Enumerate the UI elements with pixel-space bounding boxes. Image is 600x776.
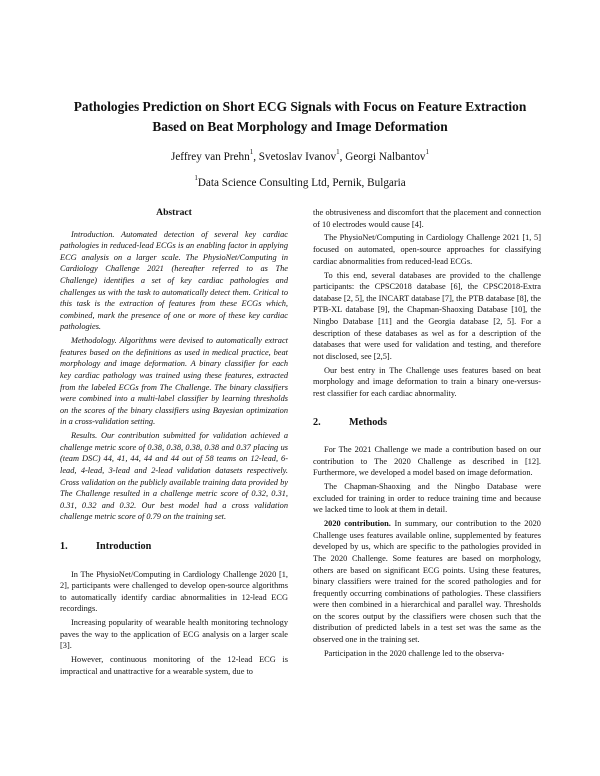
run-in-heading: 2020 contribution. [324, 519, 391, 529]
section-heading-introduction [60, 541, 288, 553]
title-line-1: Pathologies Prediction on Short ECG Signals with Focus on Feature Extraction [73, 99, 527, 114]
paper-title [40, 97, 560, 137]
body-paragraph: The Chapman-Shaoxing and the Ningbo Database were excluded for training in order to reduce training time and because we lacked time to look at them in detail. [313, 482, 541, 515]
author-name: Georgi Nalbantov [345, 151, 426, 163]
author-name: Jeffrey van Prehn [170, 151, 250, 163]
affiliation-text: Data Science Consulting Ltd, Pernik, Bulgaria [197, 177, 406, 189]
author-affiliation-mark: 1 [425, 148, 430, 157]
affiliation [0, 176, 600, 190]
body-paragraph: Participation in the 2020 challenge led to the observa- [324, 648, 505, 658]
body-paragraph: However, continuous monitoring of the 12-lead ECG is impractical and unattractive for a wearable system, due to [60, 655, 288, 676]
body-paragraph: For The 2021 Challenge we made a contribution based on our contribution to The 2020 Challenge as described in [12]. Furthermore, we developed a model based on image deformation. [313, 444, 541, 478]
author-affiliation-mark: 1 [336, 148, 340, 157]
abstract-paragraph: Results. Our contribution submitted for validation achieved a challenge metric score of 0.38, 0.38, 0.38, 0.38 and 0.37 placing us (team DSC) 44, 41, 44, 44 and 44 out of 58 teams on 12-lead, 6-lead, 4-lead, 3-lead and 2-lead validation datasets respectively. Cross validation on the publicly available training data provided by The Challenge resulted in a challenge metric score of 0.32, 0.31, 0.31, 0.32 and 0.32. Our best model had a cross validation challenge metric score of 0.79 on the training set. [60, 431, 288, 522]
author-name: Svetoslav Ivanov [258, 151, 337, 163]
body-paragraph: To this end, several databases are provided to the challenge participants: the CPSC2018 database [6], the CPSC2018-Extra database [2, 5], the INCART database [7], the PTB database [8], the PTB-XL database [9], the Chapman-Shaoxing Database [10], the Ningbo Database [11] and the Georgia database [2, 5]. For a description of these databases as wel as for a description of the databases that were used for validation and testing, and therefore not disclosed, see [2,5]. [313, 270, 541, 361]
abstract-paragraph: Methodology. Algorithms were devised to automatically extract features based on the definitions as used in medical practice, beat morphology and image deformation. A binary classifier for each key cardiac pathology was trained using these features, extracted from the labeled ECGs from The Challenge. The binary classifiers were combined into a multi-label classifier by learning thresholds on the scores of the binary classifiers using Bayesian optimization in a cross-validation setting. [60, 336, 288, 427]
section-number: 2. [313, 417, 321, 429]
body-paragraph: The PhysioNet/Computing in Cardiology Challenge 2021 [1, 5] focused on automated, open-source approaches for classifying cardiac abnormalities from reduced-lead ECGs. [313, 233, 541, 266]
abstract-heading: Abstract [156, 207, 192, 218]
section-title: Methods [349, 417, 387, 429]
section-heading-methods [313, 417, 541, 429]
right-column [313, 207, 541, 662]
paragraph-text: In summary, our contribution to the 2020 Challenge uses features available online, supplemented by features developed by us, which are specific to the pathologies provided in The 2020 Challenge. Some features are based on morphology, others are based on significant ECG points. Using these features, binary classifiers were trained for the scored pathologies and for frequently occurring combinations of pathologies. These classifiers were then combined in a hierarchical and parallel way. Thresholds on the scores output by the classifiers were chosen such that the distribution of predicted labels in a test set was the same as the observed one in the training set. [313, 519, 541, 645]
body-paragraph: Increasing popularity of wearable health monitoring technology paves the way to the application of ECG analysis on a larger scale [3]. [60, 618, 288, 651]
body-paragraph: In The PhysioNet/Computing in Cardiology Challenge 2020 [1, 2], participants were challenged to develop open-source algorithms to automatically identify cardiac abnormalities in 12-lead ECG recordings. [60, 569, 288, 614]
author-separator: , [253, 151, 259, 163]
author-separator: , [339, 151, 346, 163]
author-affiliation-mark: 1 [249, 148, 254, 157]
body-paragraph: the obtrusiveness and discomfort that the placement and connection of 10 electrodes would cause [4]. [313, 208, 541, 229]
author-list [0, 150, 600, 164]
section-number: 1. [60, 541, 68, 553]
affiliation-mark: 1 [194, 174, 198, 183]
left-column [60, 206, 288, 680]
body-paragraph: Our best entry in The Challenge uses features based on beat morphology and image deformation to train a binary one-versus-rest classifier for each cardiac abnormality. [313, 365, 541, 398]
abstract-paragraph: Introduction. Automated detection of several key cardiac pathologies in reduced-lead ECGs is an enabling factor in applying ECG analysis on a larger scale. The PhysioNet/Computing in Cardiology Challenge 2021 (hereafter referred to as The Challenge) identifies a set of key cardiac pathologies and challenges us with the task to automatically detect them. Critical to this task is the extraction of features from these ECGs which, combined, mark the presence of one or more of these key cardiac pathologies. [60, 229, 288, 332]
body-paragraph [313, 518, 541, 646]
title-line-2: Based on Beat Morphology and Image Deformation [152, 119, 448, 134]
section-title: Introduction [96, 541, 152, 553]
